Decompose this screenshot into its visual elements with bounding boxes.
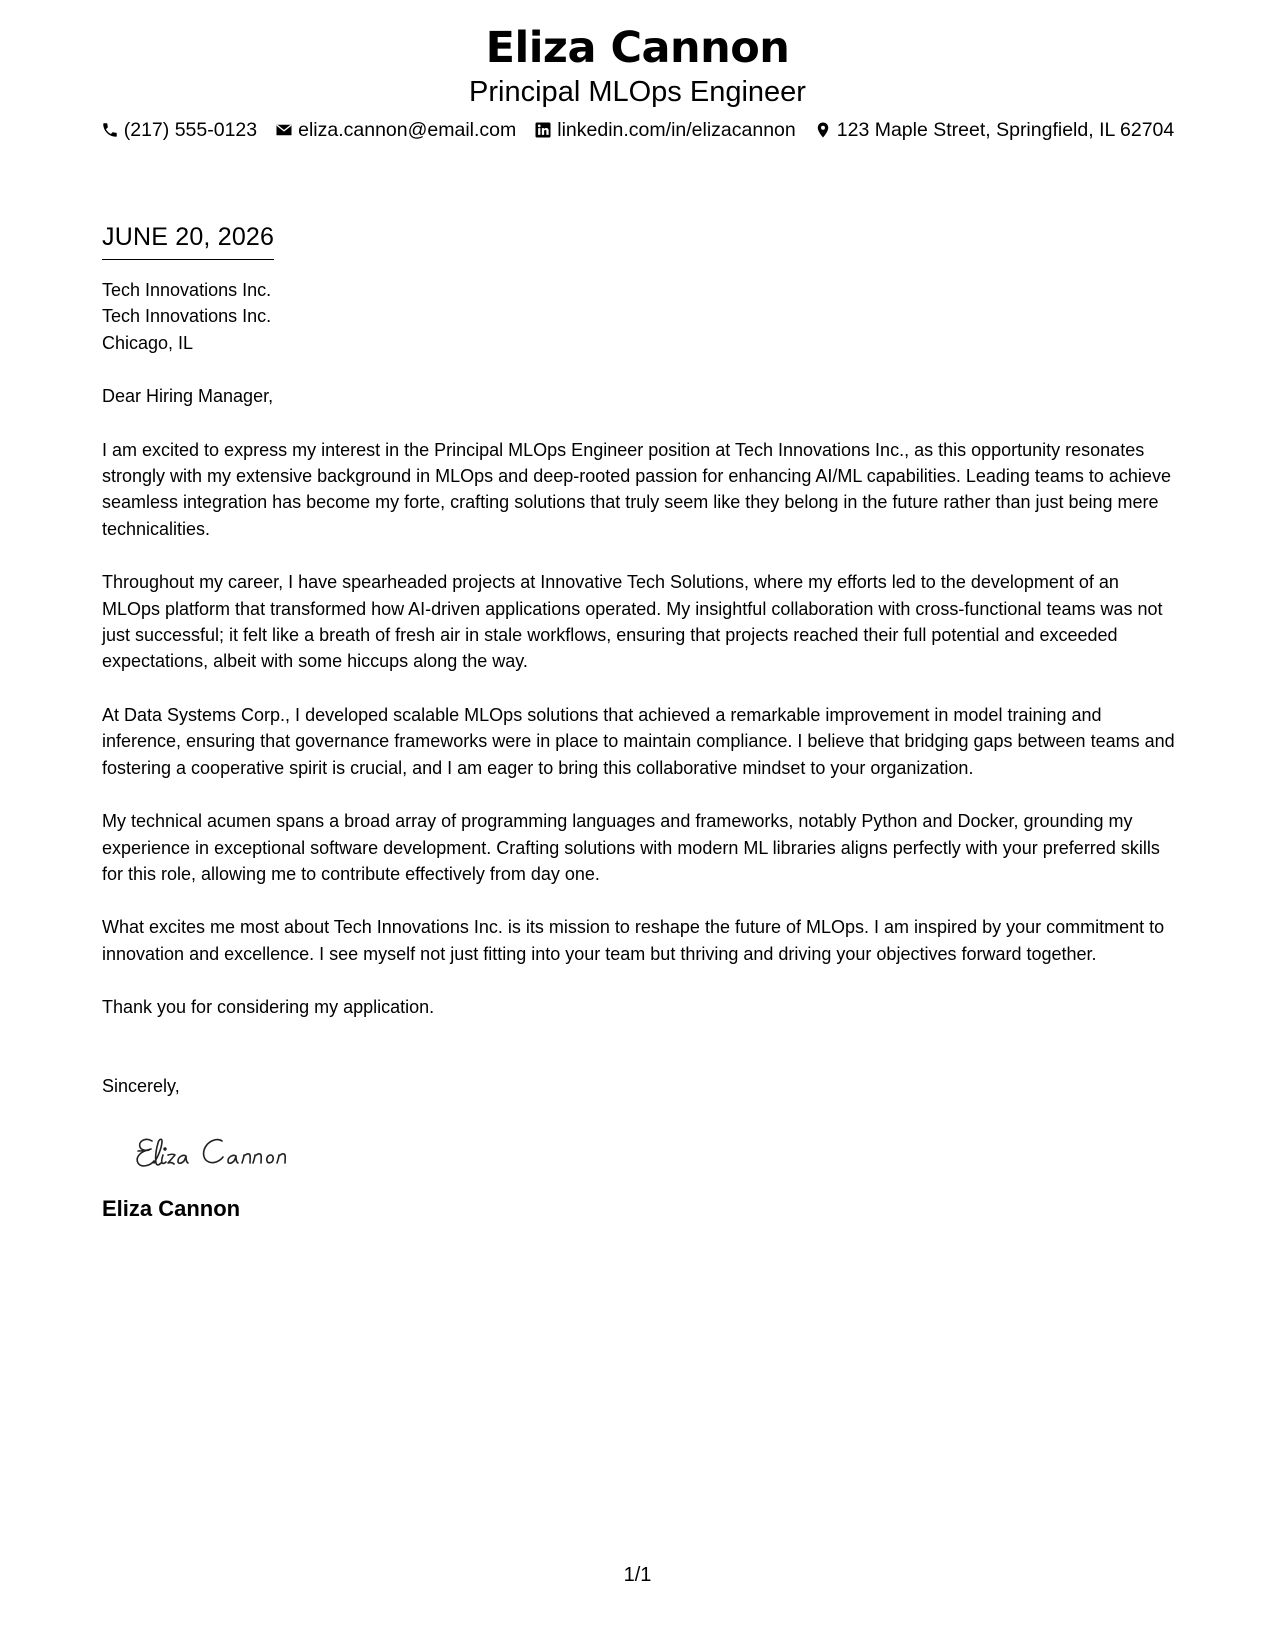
phone-text: (217) 555-0123	[123, 119, 258, 141]
signer-name: Eliza Cannon	[102, 1195, 241, 1221]
page-number: 1/1	[623, 1564, 652, 1586]
phone-icon	[101, 121, 119, 139]
envelope-icon	[275, 121, 293, 139]
applicant-role: Principal MLOps Engineer	[469, 76, 806, 108]
recipient-line: Chicago, IL	[102, 332, 194, 353]
contact-email[interactable]	[275, 117, 516, 143]
recipient-line: Tech Innovations Inc.	[102, 306, 272, 327]
contact-address	[814, 117, 1175, 143]
body-paragraph: What excites me most about Tech Innovations Inc. is its mission to reshape the future of MLOps. I am inspired by your commitment to innovation and excellence. I see myself not just fitting into your team but thriving and driving your objectives forward together.	[102, 917, 1165, 964]
handwritten-signature	[130, 1125, 1177, 1181]
body-paragraph: I am excited to express my interest in the Principal MLOps Engineer position at Tech Innovations Inc., as this opportunity resonates strongly with my extensive background in MLOps and deep-rooted passion for enhancing AI/ML capabilities. Leading teams to achieve seamless integration has become my forte, crafting solutions that truly seem like they belong in the future rather than just being mere technicalities.	[102, 439, 1171, 539]
body-paragraph: Throughout my career, I have spearheaded projects at Innovative Tech Solutions, where my efforts led to the development of an MLOps platform that transformed how AI-driven applications operated. My insightful collaboration with cross-functional teams was not just successful; it felt like a breath of fresh air in stale workflows, ensuring that projects reached their full potential and exceeded expectations, albeit with some hiccups along the way.	[102, 572, 1163, 672]
letter-body	[102, 222, 1177, 1223]
body-paragraph: At Data Systems Corp., I developed scalable MLOps solutions that achieved a remarkable improvement in model training and inference, ensuring that governance frameworks were in place to maintain compliance. I believe that bridging gaps between teams and fostering a cooperative spirit is crucial, and I am eager to bring this collaborative mindset to your organization.	[102, 704, 1175, 778]
contact-linkedin[interactable]	[534, 117, 795, 143]
letter-date: JUNE 20, 2026	[102, 222, 274, 260]
contact-bar	[0, 117, 1275, 143]
salutation: Dear Hiring Manager,	[102, 386, 274, 407]
signature-graphic	[130, 1125, 340, 1181]
body-paragraph: Thank you for considering my application.	[102, 997, 435, 1018]
address-text: 123 Maple Street, Springfield, IL 62704	[836, 119, 1175, 141]
letter-header	[0, 22, 1275, 143]
email-text: eliza.cannon@email.com	[298, 119, 517, 141]
linkedin-text: linkedin.com/in/elizacannon	[557, 119, 796, 141]
map-marker-icon	[814, 121, 832, 139]
applicant-name: Eliza Cannon	[485, 23, 790, 73]
linkedin-icon	[534, 121, 552, 139]
recipient-line: Tech Innovations Inc.	[102, 280, 272, 300]
contact-phone	[101, 117, 257, 143]
body-paragraph: My technical acumen spans a broad array of programming languages and frameworks, notably Python and Docker, grounding my experience in exceptional software development. Crafting solutions with modern ML libraries aligns perfectly with your preferred skills for this role, allowing me to contribute effectively from day one.	[102, 811, 1160, 884]
recipient-block	[102, 277, 1177, 356]
closing: Sincerely,	[102, 1075, 180, 1096]
